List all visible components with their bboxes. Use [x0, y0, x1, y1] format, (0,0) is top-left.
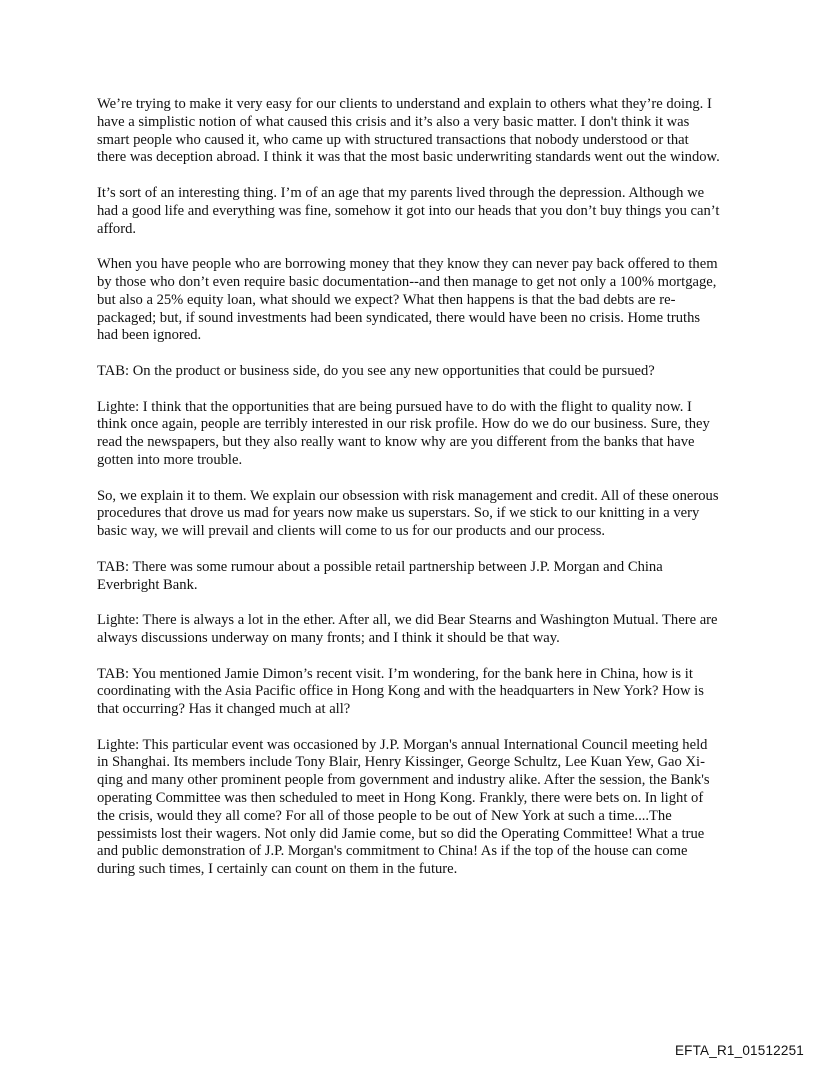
- document-body: [97, 96, 721, 897]
- paragraph-8-answer: Lighte: There is always a lot in the ether. After all, we did Bear Stearns and Washington Mutual. There are always discussions underway on many fronts; and I think it should be that way.: [97, 612, 718, 646]
- paragraph-1: We’re trying to make it very easy for our clients to understand and explain to others what they’re doing. I have a simplistic notion of what caused this crisis and it’s also a very basic matter. I don't think it was smart people who caused it, who came up with structured transactions that nobody understood or that there was deception abroad. I think it was that the most basic underwriting standards went out the window.: [97, 96, 720, 166]
- document-id-stamp: EFTA_R1_01512251: [674, 1043, 804, 1058]
- paragraph-3: When you have people who are borrowing money that they know they can never pay back offered to them by those who don’t even require basic documentation--and then manage to get not only a 100% mortgage, but also a 25% equity loan, what should we expect? What then happens is that the bad debts are re-packaged; but, if sound investments had been syndicated, there would have been no crisis. Home truths had been ignored.: [97, 256, 718, 344]
- paragraph-5-answer: Lighte: I think that the opportunities that are being pursued have to do with the flight to quality now. I think once again, people are terribly interested in our risk profile. How do we do our business. Sure, they read the newspapers, but they also really want to know why are you different from the banks that have gotten into more trouble.: [97, 398, 710, 468]
- paragraph-9-question: TAB: You mentioned Jamie Dimon’s recent visit. I’m wondering, for the bank here in China, how is it coordinating with the Asia Pacific office in Hong Kong and with the headquarters in New York? How is that occurring? Has it changed much at all?: [97, 665, 704, 718]
- paragraph-6: So, we explain it to them. We explain our obsession with risk management and credit. All of these onerous procedures that drove us mad for years now make us superstars. So, if we stick to our knitting in a very basic way, we will prevail and clients will come to us for our products and our process.: [97, 487, 719, 540]
- paragraph-4-question: TAB: On the product or business side, do you see any new opportunities that could be pursued?: [97, 362, 655, 379]
- paragraph-7-question: TAB: There was some rumour about a possible retail partnership between J.P. Morgan and China Everbright Bank.: [97, 558, 663, 593]
- paragraph-10-answer: Lighte: This particular event was occasioned by J.P. Morgan's annual International Council meeting held in Shanghai. Its members include Tony Blair, Henry Kissinger, George Schultz, Lee Kuan Yew, Gao Xi-qing and many other prominent people from government and industry alike. After the session, the Bank's operating Committee was then scheduled to meet in Hong Kong. Frankly, there were bets on. In light of the crisis, would they all come? For all of those people to be out of New York at such a time....The pessimists lost their wagers. Not only did Jamie come, but so did the Operating Committee! What a true and public demonstration of J.P. Morgan's commitment to China! As if the top of the house can come during such times, I certainly can count on them in the future.: [97, 736, 710, 878]
- paragraph-2: It’s sort of an interesting thing. I’m of an age that my parents lived through the depression. Although we had a good life and everything was fine, somehow it got into our heads that you don’t buy things you can’t afford.: [97, 184, 720, 237]
